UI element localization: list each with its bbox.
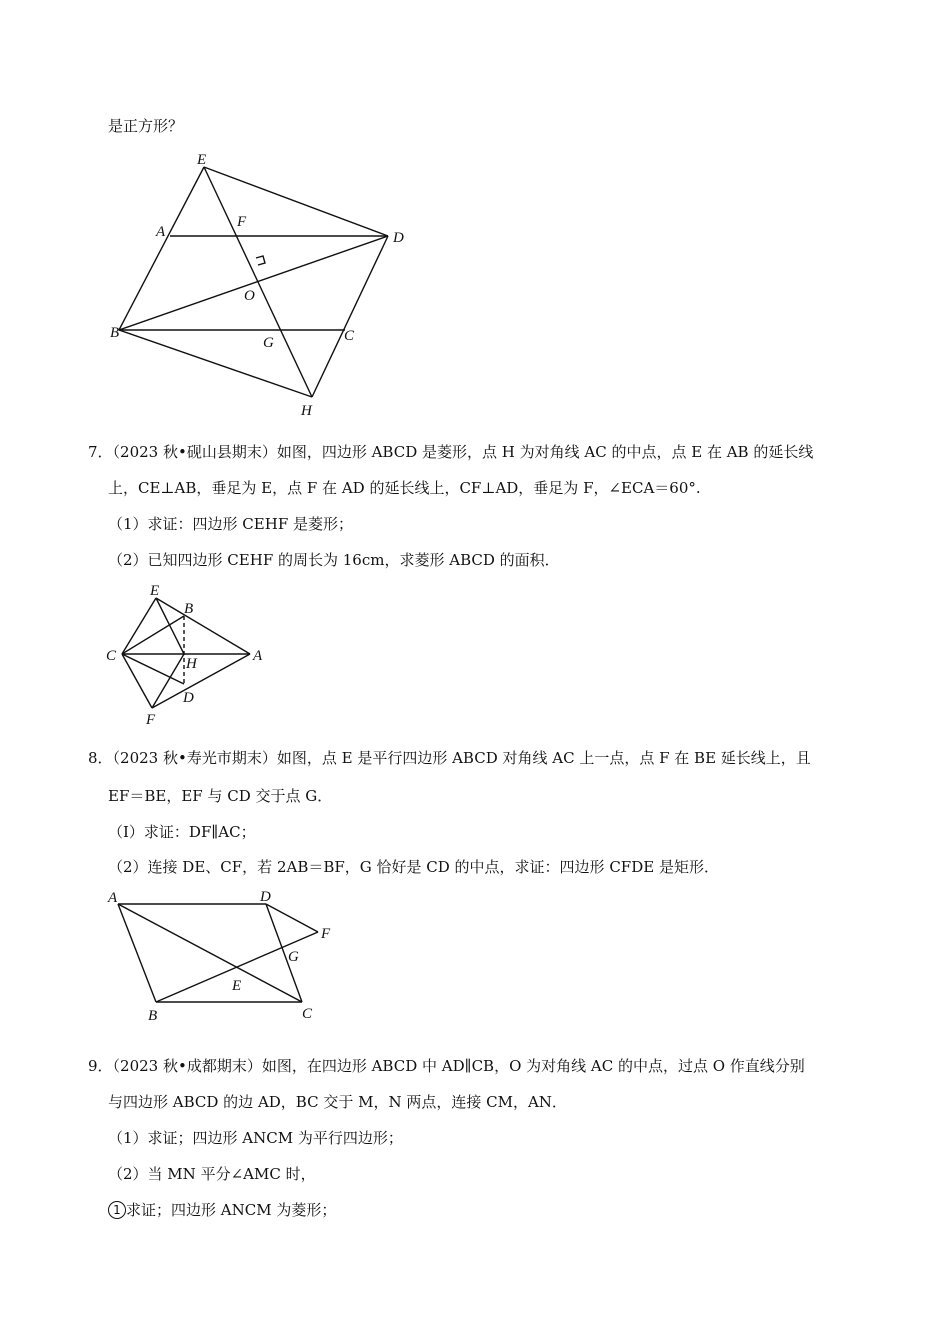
label-E: E (150, 583, 160, 599)
label-F: F (146, 712, 156, 728)
label-G: G (263, 335, 274, 351)
q9-sub1 (108, 1200, 336, 1220)
label-F: F (237, 214, 247, 230)
label-C: C (106, 648, 117, 664)
label-A: A (253, 648, 263, 664)
q7-line1: 7．（2023 秋•砚山县期末）如图，四边形 ABCD 是菱形，点 H 为对角线 AC 的中点，点 E 在 AB 的延长线 (88, 443, 814, 461)
geometry-diagram-8 (100, 884, 350, 1029)
label-O: O (244, 288, 255, 304)
label-C: C (344, 328, 355, 344)
circled-number-1: 1 (108, 1201, 126, 1219)
label-E: E (232, 978, 242, 994)
label-B: B (110, 325, 120, 341)
geometry-diagram-7 (100, 578, 280, 728)
q9-part2: （2）当 MN 平分∠AMC 时， (108, 1165, 316, 1183)
label-H: H (186, 656, 197, 672)
question-6-tail-text: 是正方形？ (108, 117, 184, 135)
q9-line2: 与四边形 ABCD 的边 AD，BC 交于 M，N 两点，连接 CM，AN． (108, 1093, 567, 1111)
label-E: E (197, 152, 207, 168)
label-A: A (108, 890, 118, 906)
q8-part2: （2）连接 DE、CF，若 2AB＝BF，G 恰好是 CD 的中点，求证：四边形 CFDE 是矩形． (108, 858, 719, 876)
geometry-diagram-6 (100, 140, 430, 430)
q9-line1: 9．（2023 秋•成都期末）如图，在四边形 ABCD 中 AD∥CB，O 为对角线 AC 的中点，过点 O 作直线分别 (88, 1057, 805, 1075)
q9-sub1-text: 求证；四边形 ANCM 为菱形； (126, 1201, 337, 1219)
label-D: D (260, 889, 271, 905)
label-G: G (288, 949, 299, 965)
q8-part1: （I）求证：DF∥AC； (108, 823, 256, 841)
label-F: F (321, 926, 331, 942)
label-B: B (184, 601, 194, 617)
q9-part1: （1）求证；四边形 ANCM 为平行四边形； (108, 1129, 403, 1147)
figure-question-8 (100, 884, 350, 1029)
figure-question-7 (100, 578, 280, 728)
label-H: H (301, 403, 312, 419)
q8-line1: 8．（2023 秋•寿光市期末）如图，点 E 是平行四边形 ABCD 对角线 AC 上一点，点 F 在 BE 延长线上，且 (88, 749, 811, 767)
label-B: B (148, 1008, 158, 1024)
label-C: C (302, 1006, 313, 1022)
label-D: D (393, 230, 404, 246)
label-D: D (183, 690, 194, 706)
q7-part1: （1）求证：四边形 CEHF 是菱形； (108, 515, 353, 533)
q8-line2: EF＝BE，EF 与 CD 交于点 G． (108, 787, 333, 805)
q7-part2: （2）已知四边形 CEHF 的周长为 16cm，求菱形 ABCD 的面积． (108, 551, 560, 569)
figure-question-6 (100, 140, 430, 430)
label-A: A (156, 224, 166, 240)
q7-line2: 上，CE⊥AB，垂足为 E，点 F 在 AD 的延长线上，CF⊥AD，垂足为 F，∠ECA＝60°. (108, 479, 701, 497)
